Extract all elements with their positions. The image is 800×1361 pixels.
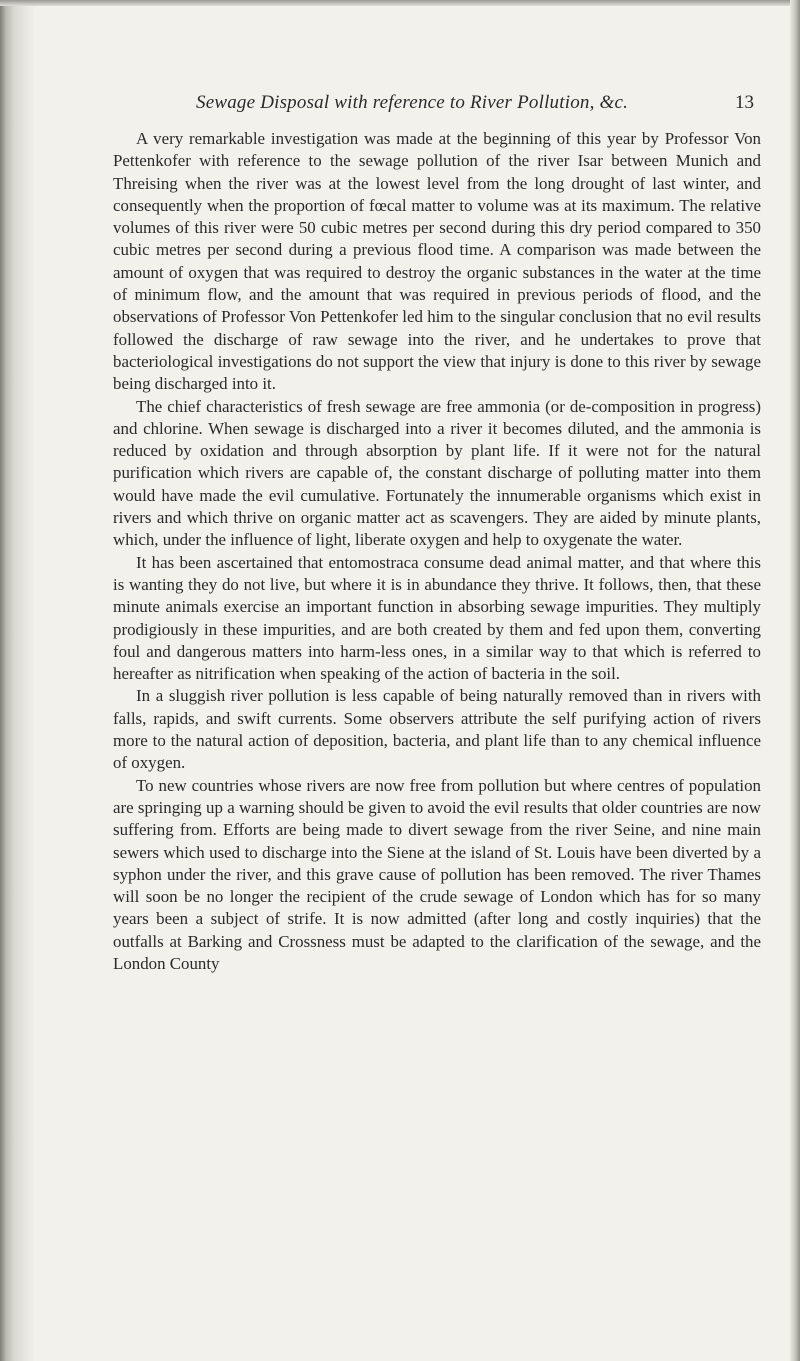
right-page-edge xyxy=(790,0,800,1361)
paragraph: It has been ascertained that entomostraca consume dead animal matter, and that where this is wanting they do not live, but where it is in abundance they thrive. It follows, then, that these minute animals exercise an important function in absorbing sewage impurities. They multiply prodigiously in these impurities, and are both created by them and fed upon them, converting foul and dangerous matters into harm-less ones, in a similar way to that which is referred to hereafter as nitrification when speaking of the action of bacteria in the soil. xyxy=(113,552,761,684)
page-header xyxy=(196,92,754,122)
paragraph: The chief characteristics of fresh sewage are free ammonia (or de-composition in progress) and chlorine. When sewage is discharged into a river it becomes diluted, and the ammonia is reduced by oxidation and through absorption by plant life. If it were not for the natural purification which rivers are capable of, the constant discharge of polluting matter into them would have made the evil cumulative. Fortunately the innumerable organisms which exist in rivers and which thrive on organic matter act as scavengers. They are aided by minute plants, which, under the influence of light, liberate oxygen and help to oxygenate the water. xyxy=(113,396,761,550)
running-head: Sewage Disposal with reference to River Pollution, &c. xyxy=(196,92,629,113)
paragraph: In a sluggish river pollution is less capable of being naturally removed than in rivers with falls, rapids, and swift currents. Some observers attribute the self purifying action of rivers more to the natural action of deposition, bacteria, and plant life than to any chemical influence of oxygen. xyxy=(113,686,761,773)
top-page-edge xyxy=(0,0,800,6)
paragraph: To new countries whose rivers are now free from pollution but where centres of population are springing up a warning should be given to avoid the evil results that older countries are now suffering from. Efforts are being made to divert sewage from the river Seine, and nine main sewers which used to discharge into the Siene at the island of St. Louis have been diverted by a syphon under the river, and this grave cause of pollution has been removed. The river Thames will soon be no longer the recipient of the crude sewage of London which has for so many years been a subject of strife. It is now admitted (after long and costly inquiries) that the outfalls at Barking and Crossness must be adapted to the clarification of the sewage, and the London County xyxy=(113,775,761,973)
binding-edge xyxy=(0,0,34,1361)
paragraph: A very remarkable investigation was made at the beginning of this year by Professor Von Pettenkofer with reference to the sewage pollution of the river Isar between Munich and Threising when the river was at the lowest level from the long drought of last winter, and consequently when the proportion of fœcal matter to volume was at its maximum. The relative volumes of this river were 50 cubic metres per second during this dry period compared to 350 cubic metres per second during a previous flood time. A comparison was made between the amount of oxygen that was required to destroy the organic substances in the water at the time of minimum flow, and the amount that was required in previous periods of flood, and the observations of Professor Von Pettenkofer led him to the singular conclusion that no evil results followed the discharge of raw sewage into the river, and he undertakes to prove that bacteriological investigations do not support the view that injury is done to this river by sewage being discharged into it. xyxy=(113,129,761,394)
body-text xyxy=(113,128,761,975)
page-number: 13 xyxy=(735,92,754,113)
